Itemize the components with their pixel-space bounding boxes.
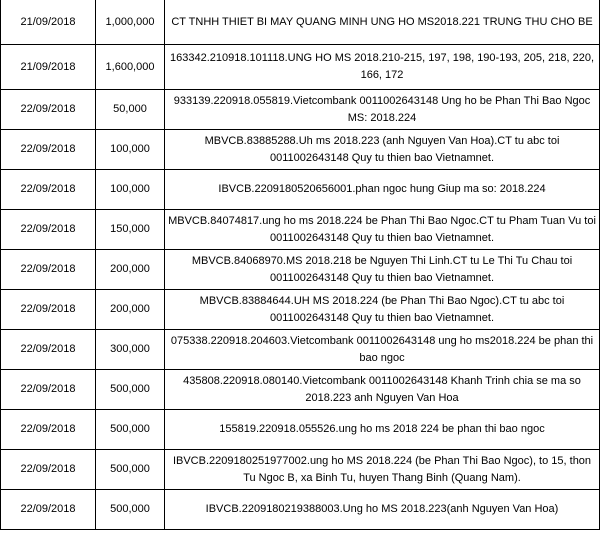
description-cell: IBVCB.2209180520656001.phan ngoc hung Giup ma so: 2018.224 bbox=[165, 170, 600, 210]
amount-cell: 200,000 bbox=[96, 290, 165, 330]
table-row bbox=[1, 90, 600, 130]
table-row bbox=[1, 250, 600, 290]
table-row bbox=[1, 490, 600, 530]
amount-cell: 500,000 bbox=[96, 370, 165, 410]
description-cell: MBVCB.84074817.ung ho ms 2018.224 be Phan Thi Bao Ngoc.CT tu Pham Tuan Vu toi 0011002643148 Quy tu thien bao Vietnamnet. bbox=[165, 210, 600, 250]
table-row bbox=[1, 170, 600, 210]
amount-cell: 500,000 bbox=[96, 490, 165, 530]
date-cell: 22/09/2018 bbox=[1, 130, 96, 170]
table-row bbox=[1, 410, 600, 450]
donation-table-body bbox=[1, 0, 600, 530]
table-row bbox=[1, 370, 600, 410]
amount-cell: 50,000 bbox=[96, 90, 165, 130]
table-row bbox=[1, 290, 600, 330]
description-cell: MBVCB.83884644.UH MS 2018.224 (be Phan Thi Bao Ngoc).CT tu abc toi 0011002643148 Quy tu thien bao Vietnamnet. bbox=[165, 290, 600, 330]
date-cell: 22/09/2018 bbox=[1, 170, 96, 210]
table-row bbox=[1, 330, 600, 370]
date-cell: 22/09/2018 bbox=[1, 370, 96, 410]
date-cell: 21/09/2018 bbox=[1, 45, 96, 90]
table-row bbox=[1, 210, 600, 250]
description-cell: 075338.220918.204603.Vietcombank 0011002643148 ung ho ms2018.224 be phan thi bao ngoc bbox=[165, 330, 600, 370]
table-row bbox=[1, 0, 600, 45]
description-cell: MBVCB.83885288.Uh ms 2018.223 (anh Nguyen Van Hoa).CT tu abc toi 0011002643148 Quy tu thien bao Vietnamnet. bbox=[165, 130, 600, 170]
amount-cell: 200,000 bbox=[96, 250, 165, 290]
date-cell: 22/09/2018 bbox=[1, 490, 96, 530]
description-cell: 155819.220918.055526.ung ho ms 2018 224 be phan thi bao ngoc bbox=[165, 410, 600, 450]
amount-cell: 100,000 bbox=[96, 170, 165, 210]
description-cell: 435808.220918.080140.Vietcombank 0011002643148 Khanh Trinh chia se ma so 2018.223 anh Nguyen Van Hoa bbox=[165, 370, 600, 410]
amount-cell: 150,000 bbox=[96, 210, 165, 250]
date-cell: 22/09/2018 bbox=[1, 450, 96, 490]
date-cell: 22/09/2018 bbox=[1, 330, 96, 370]
date-cell: 21/09/2018 bbox=[1, 0, 96, 45]
description-cell: 163342.210918.101118.UNG HO MS 2018.210-215, 197, 198, 190-193, 205, 218, 220, 166, 172 bbox=[165, 45, 600, 90]
date-cell: 22/09/2018 bbox=[1, 90, 96, 130]
date-cell: 22/09/2018 bbox=[1, 290, 96, 330]
description-cell: IBVCB.2209180251977002.ung ho MS 2018.224 (be Phan Thi Bao Ngoc), to 15, thon Tu Ngoc B, xa Binh Tu, huyen Thang Binh (Quang Nam). bbox=[165, 450, 600, 490]
description-cell: 933139.220918.055819.Vietcombank 0011002643148 Ung ho be Phan Thi Bao Ngoc MS: 2018.224 bbox=[165, 90, 600, 130]
amount-cell: 300,000 bbox=[96, 330, 165, 370]
date-cell: 22/09/2018 bbox=[1, 250, 96, 290]
amount-cell: 100,000 bbox=[96, 130, 165, 170]
description-cell: MBVCB.84068970.MS 2018.218 be Nguyen Thi Linh.CT tu Le Thi Tu Chau toi 0011002643148 Quy tu thien bao Vietnamnet. bbox=[165, 250, 600, 290]
amount-cell: 1,600,000 bbox=[96, 45, 165, 90]
amount-cell: 1,000,000 bbox=[96, 0, 165, 45]
table-row bbox=[1, 450, 600, 490]
description-cell: IBVCB.2209180219388003.Ung ho MS 2018.223(anh Nguyen Van Hoa) bbox=[165, 490, 600, 530]
amount-cell: 500,000 bbox=[96, 450, 165, 490]
date-cell: 22/09/2018 bbox=[1, 210, 96, 250]
description-cell: CT TNHH THIET BI MAY QUANG MINH UNG HO MS2018.221 TRUNG THU CHO BE bbox=[165, 0, 600, 45]
date-cell: 22/09/2018 bbox=[1, 410, 96, 450]
table-row bbox=[1, 45, 600, 90]
amount-cell: 500,000 bbox=[96, 410, 165, 450]
table-row bbox=[1, 130, 600, 170]
